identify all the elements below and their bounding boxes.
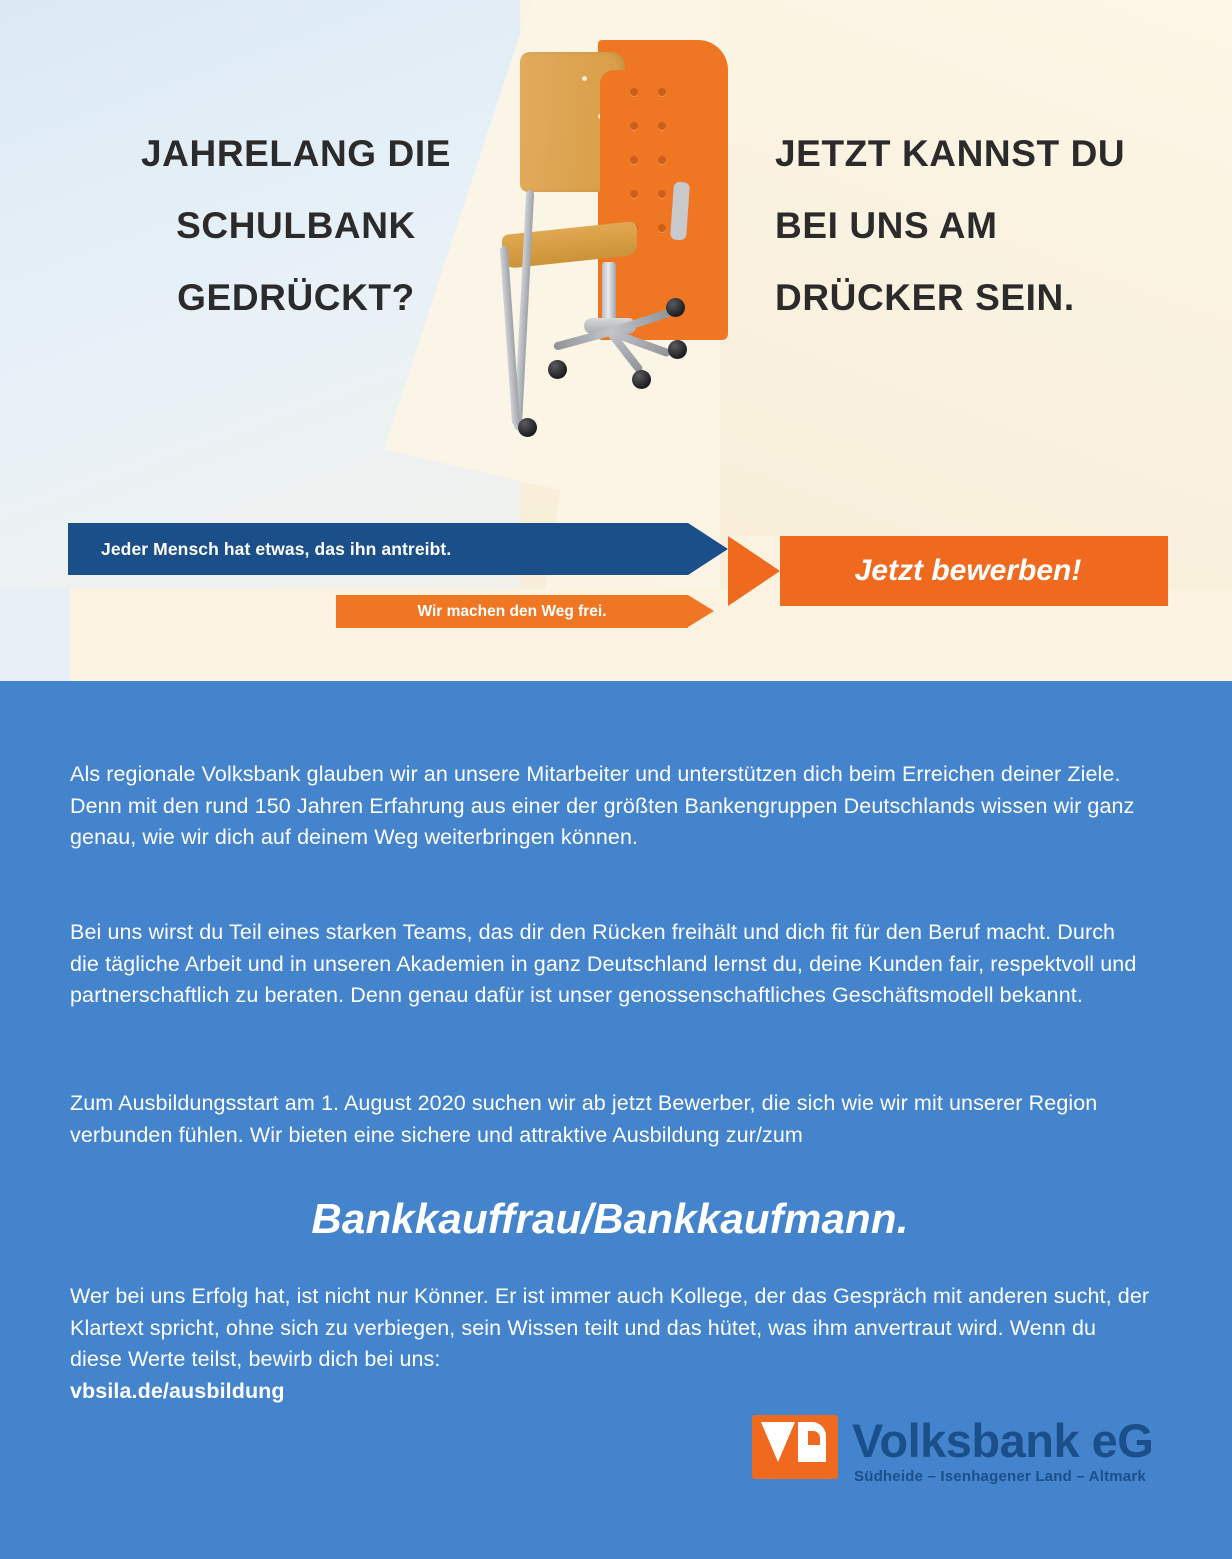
- cta-notch-shape: [728, 536, 780, 606]
- slogan-cta-group: [68, 523, 1168, 628]
- application-url[interactable]: vbsila.de/ausbildung: [70, 1378, 285, 1403]
- hero-banner: [0, 0, 1232, 681]
- office-chair-icon: [480, 40, 720, 440]
- body-paragraph-1: Als regionale Volksbank glauben wir an unsere Mitarbeiter und unterstützen dich beim Erreichen deiner Ziele. Denn mit den rund 150 Jahren Erfahrung aus einer der größten Bankengruppen Deutschlands wissen wir ganz genau, wie wir dich auf deinem Weg weiterbringen können.: [70, 762, 1135, 849]
- chair-caster: [518, 418, 537, 437]
- chair-front-leg-right: [500, 246, 521, 426]
- hero-bottom-left-band: [0, 589, 70, 681]
- job-title: Bankkauffrau/Bankkaufmann.: [311, 1195, 909, 1242]
- chair-gas-column: [602, 262, 616, 322]
- body-paragraph-3: Zum Ausbildungsstart am 1. August 2020 suchen wir ab jetzt Bewerber, die sich wie wir mit unserer Region verbunden fühlen. Wir bieten eine sichere und attraktive Ausbildung zur/zum: [70, 1091, 1098, 1147]
- hero-headline-left: JAHRELANG DIE SCHULBANK GEDRÜCKT?: [141, 133, 451, 318]
- vr-logo-r-counter: [808, 1431, 820, 1445]
- chair-caster: [668, 340, 687, 359]
- volksbank-logo: [752, 1415, 1162, 1495]
- logo-subline: Südheide – Isenhagener Land – Altmark: [854, 1468, 1146, 1485]
- chair-caster: [548, 360, 567, 379]
- chair-caster: [632, 370, 651, 389]
- body-paragraph-4: Wer bei uns Erfolg hat, ist nicht nur Könner. Er ist immer auch Kollege, der das Gespräch mit anderen sucht, der Klartext spricht, ohne sich zu verbiegen, sein Wissen teilt und das hütet, was ihm anvertraut wird. Wenn du diese Werte teilst, bewirb dich bei uns:: [70, 1284, 1150, 1371]
- logo-wordmark: Volksbank eG: [852, 1414, 1154, 1467]
- vr-logo-glyphs: [752, 1415, 838, 1479]
- slogan-secondary-arrow-icon: [688, 595, 714, 627]
- apply-now-button[interactable]: Jetzt bewerben!: [728, 536, 1168, 606]
- vr-logo-icon: [752, 1415, 838, 1479]
- vr-logo-r-stem: [798, 1445, 809, 1462]
- body-paragraph-2: Bei uns wirst du Teil eines starken Teams, das dir den Rücken freihält und dich fit für den Beruf macht. Durch die tägliche Arbeit und in unseren Akademien in ganz Deutschland lernst du, deine Kunden fair, respektvoll und partnerschaftlich zu beraten. Denn genau dafür ist unser genossenschaftliches Geschäftsmodell bekannt.: [70, 920, 1137, 1007]
- hero-headline-right: JETZT KANNST DU BEI UNS AM DRÜCKER SEIN.: [775, 133, 1126, 318]
- slogan-primary: Jeder Mensch hat etwas, das ihn antreibt.: [68, 523, 688, 575]
- body-paragraph-4-block: [70, 1281, 1150, 1407]
- slogan-secondary: Wir machen den Weg frei.: [336, 595, 688, 628]
- slogan-primary-arrow-icon: [688, 523, 728, 575]
- chair-caster: [666, 298, 685, 317]
- vr-logo-v-shape: [761, 1422, 795, 1462]
